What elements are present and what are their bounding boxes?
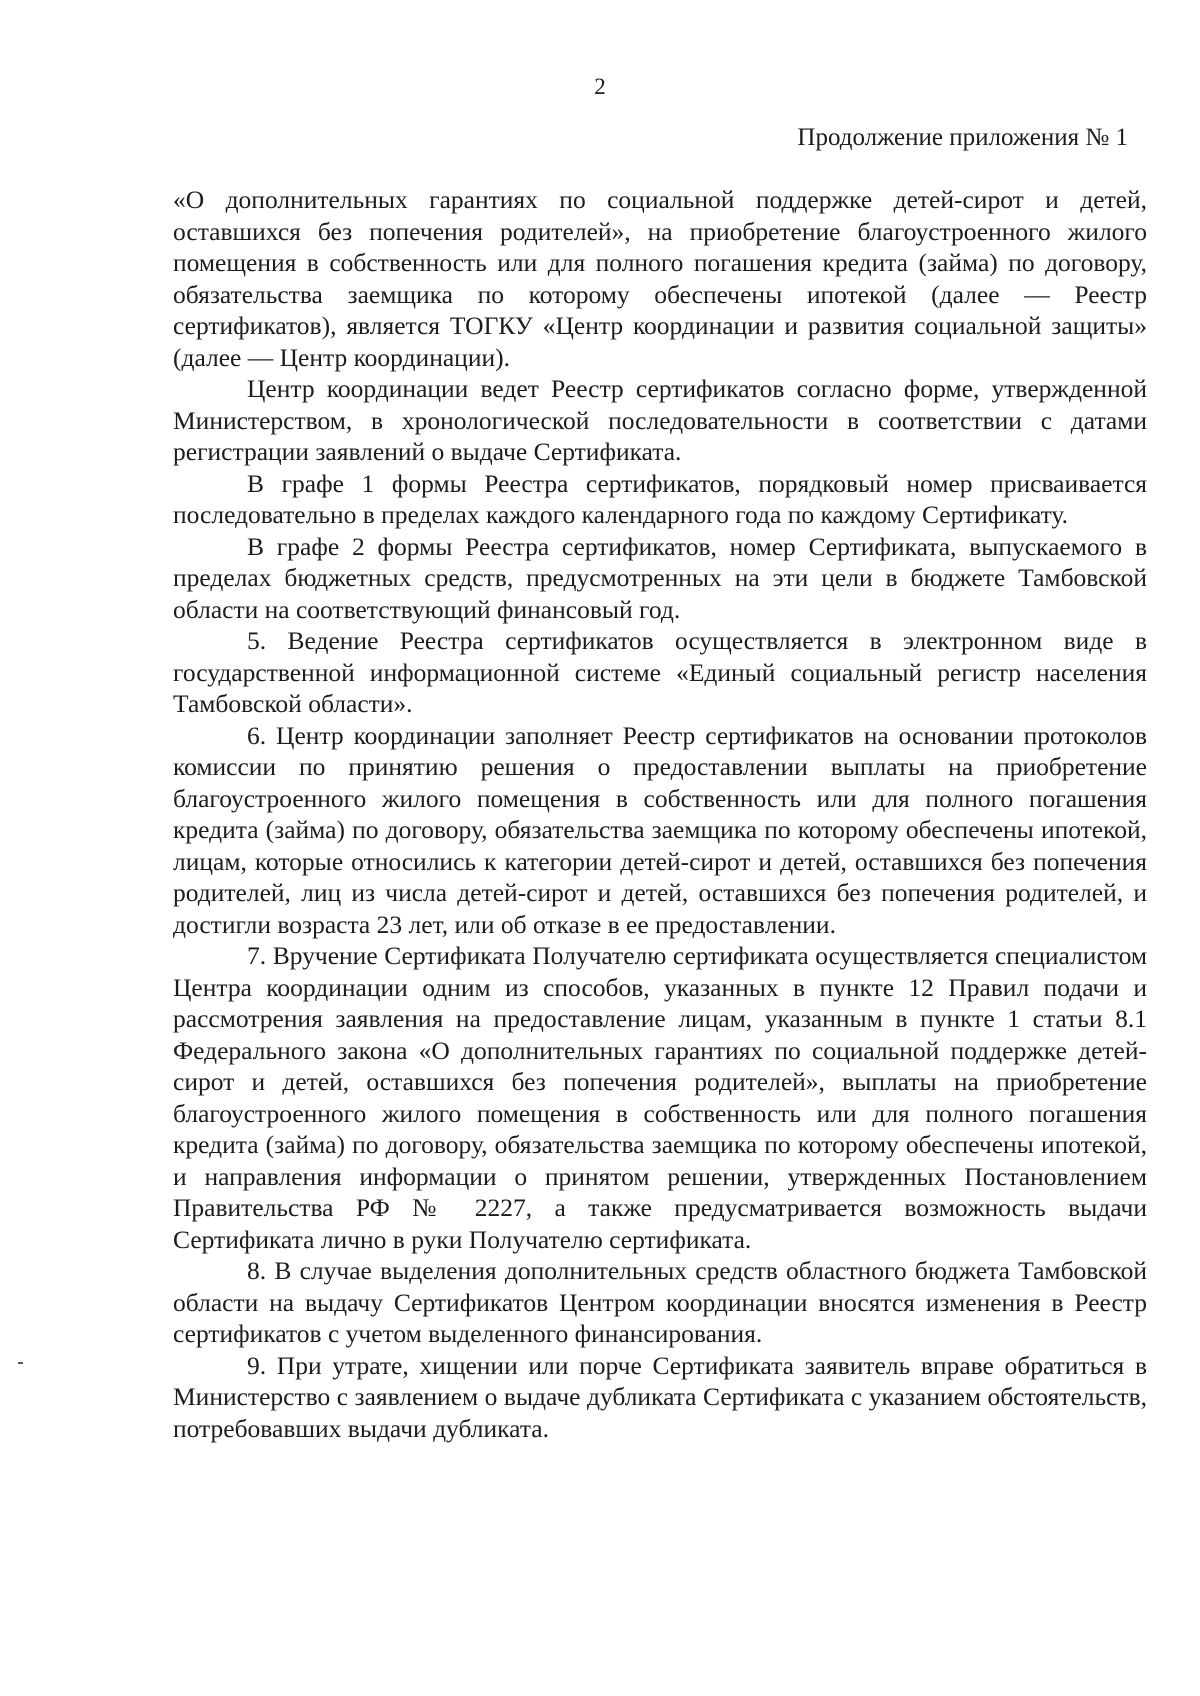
- paragraph-registry-definition: «О дополнительных гарантиях по социальной поддержке детей-сирот и детей, оставшихся без попечения родителей», на приобретение благоустроенного жилого помещения в собственность или для полного погашения кредита (займа) по договору, обязательства заемщика по которому обеспечены ипотекой (далее — Реестр сертификатов), является ТОГКУ «Центр координации и развития социальной защиты» (далее — Центр координации).: [173, 185, 1147, 372]
- paragraph-column-2: В графе 2 формы Реестра сертификатов, номер Сертификата, выпускаемого в пределах бюджетных средств, предусмотренных на эти цели в бюджете Тамбовской области на соответствующий финансовый год.: [173, 531, 1147, 624]
- page-number: 2: [594, 74, 606, 99]
- paragraph-item-9: 9. При утрате, хищении или порче Сертификата заявитель вправе обратиться в Министерство с заявлением о выдаче дубликата Сертификата с указанием обстоятельств, потребовавших выдачи дубликата.: [173, 1350, 1147, 1443]
- paragraph-item-7: 7. Вручение Сертификата Получателю сертификата осуществляется специалистом Центра координации одним из способов, указанных в пункте 12 Правил подачи и рассмотрения заявления на предоставление лицам, указанным в пункте 1 статьи 8.1 Федерального закона «О дополнительных гарантиях по социальной поддержке детей-сирот и детей, оставшихся без попечения родителей», выплаты на приобретение благоустроенного жилого помещения в собственность или для полного погашения кредита (займа) по договору, обязательства заемщика по которому обеспечены ипотекой, и направления информации о принятом решении, утвержденных Постановлением Правительства РФ № 2227, а также предусматривается возможность выдачи Сертификата лично в руки Получателю сертификата.: [173, 941, 1147, 1254]
- paragraph-registry-maintenance: Центр координации ведет Реестр сертификатов согласно форме, утвержденной Министерством, в хронологической последовательности в соответствии с датами регистрации заявлений о выдаче Сертификата.: [173, 374, 1147, 466]
- document-body: [173, 184, 1147, 1444]
- paragraph-item-5: 5. Ведение Реестра сертификатов осуществляется в электронном виде в государственной информационной системе «Единый социальный регистр населения Тамбовской области».: [173, 626, 1147, 718]
- scan-artifact: [18, 1362, 23, 1364]
- paragraph-item-6: 6. Центр координации заполняет Реестр сертификатов на основании протоколов комиссии по принятию решения о предоставлении выплаты на приобретение благоустроенного жилого помещения в собственность или для полного погашения кредита (займа) по договору, обязательства заемщика по которому обеспечены ипотекой, лицам, которые относились к категории детей-сирот и детей, оставшихся без попечения родителей, лиц из числа детей-сирот и детей, оставшихся без попечения родителей, и достигли возраста 23 лет, или об отказе в ее предоставлении.: [173, 720, 1147, 939]
- paragraph-column-1: В графе 1 формы Реестра сертификатов, порядковый номер присваивается последовательно в пределах каждого календарного года по каждому Сертификату.: [173, 468, 1147, 529]
- paragraph-item-8: 8. В случае выделения дополнительных средств областного бюджета Тамбовской области на выдачу Сертификатов Центром координации вносятся изменения в Реестр сертификатов с учетом выделенного финансирования.: [173, 1256, 1147, 1348]
- appendix-continuation-note: Продолжение приложения № 1: [797, 124, 1128, 151]
